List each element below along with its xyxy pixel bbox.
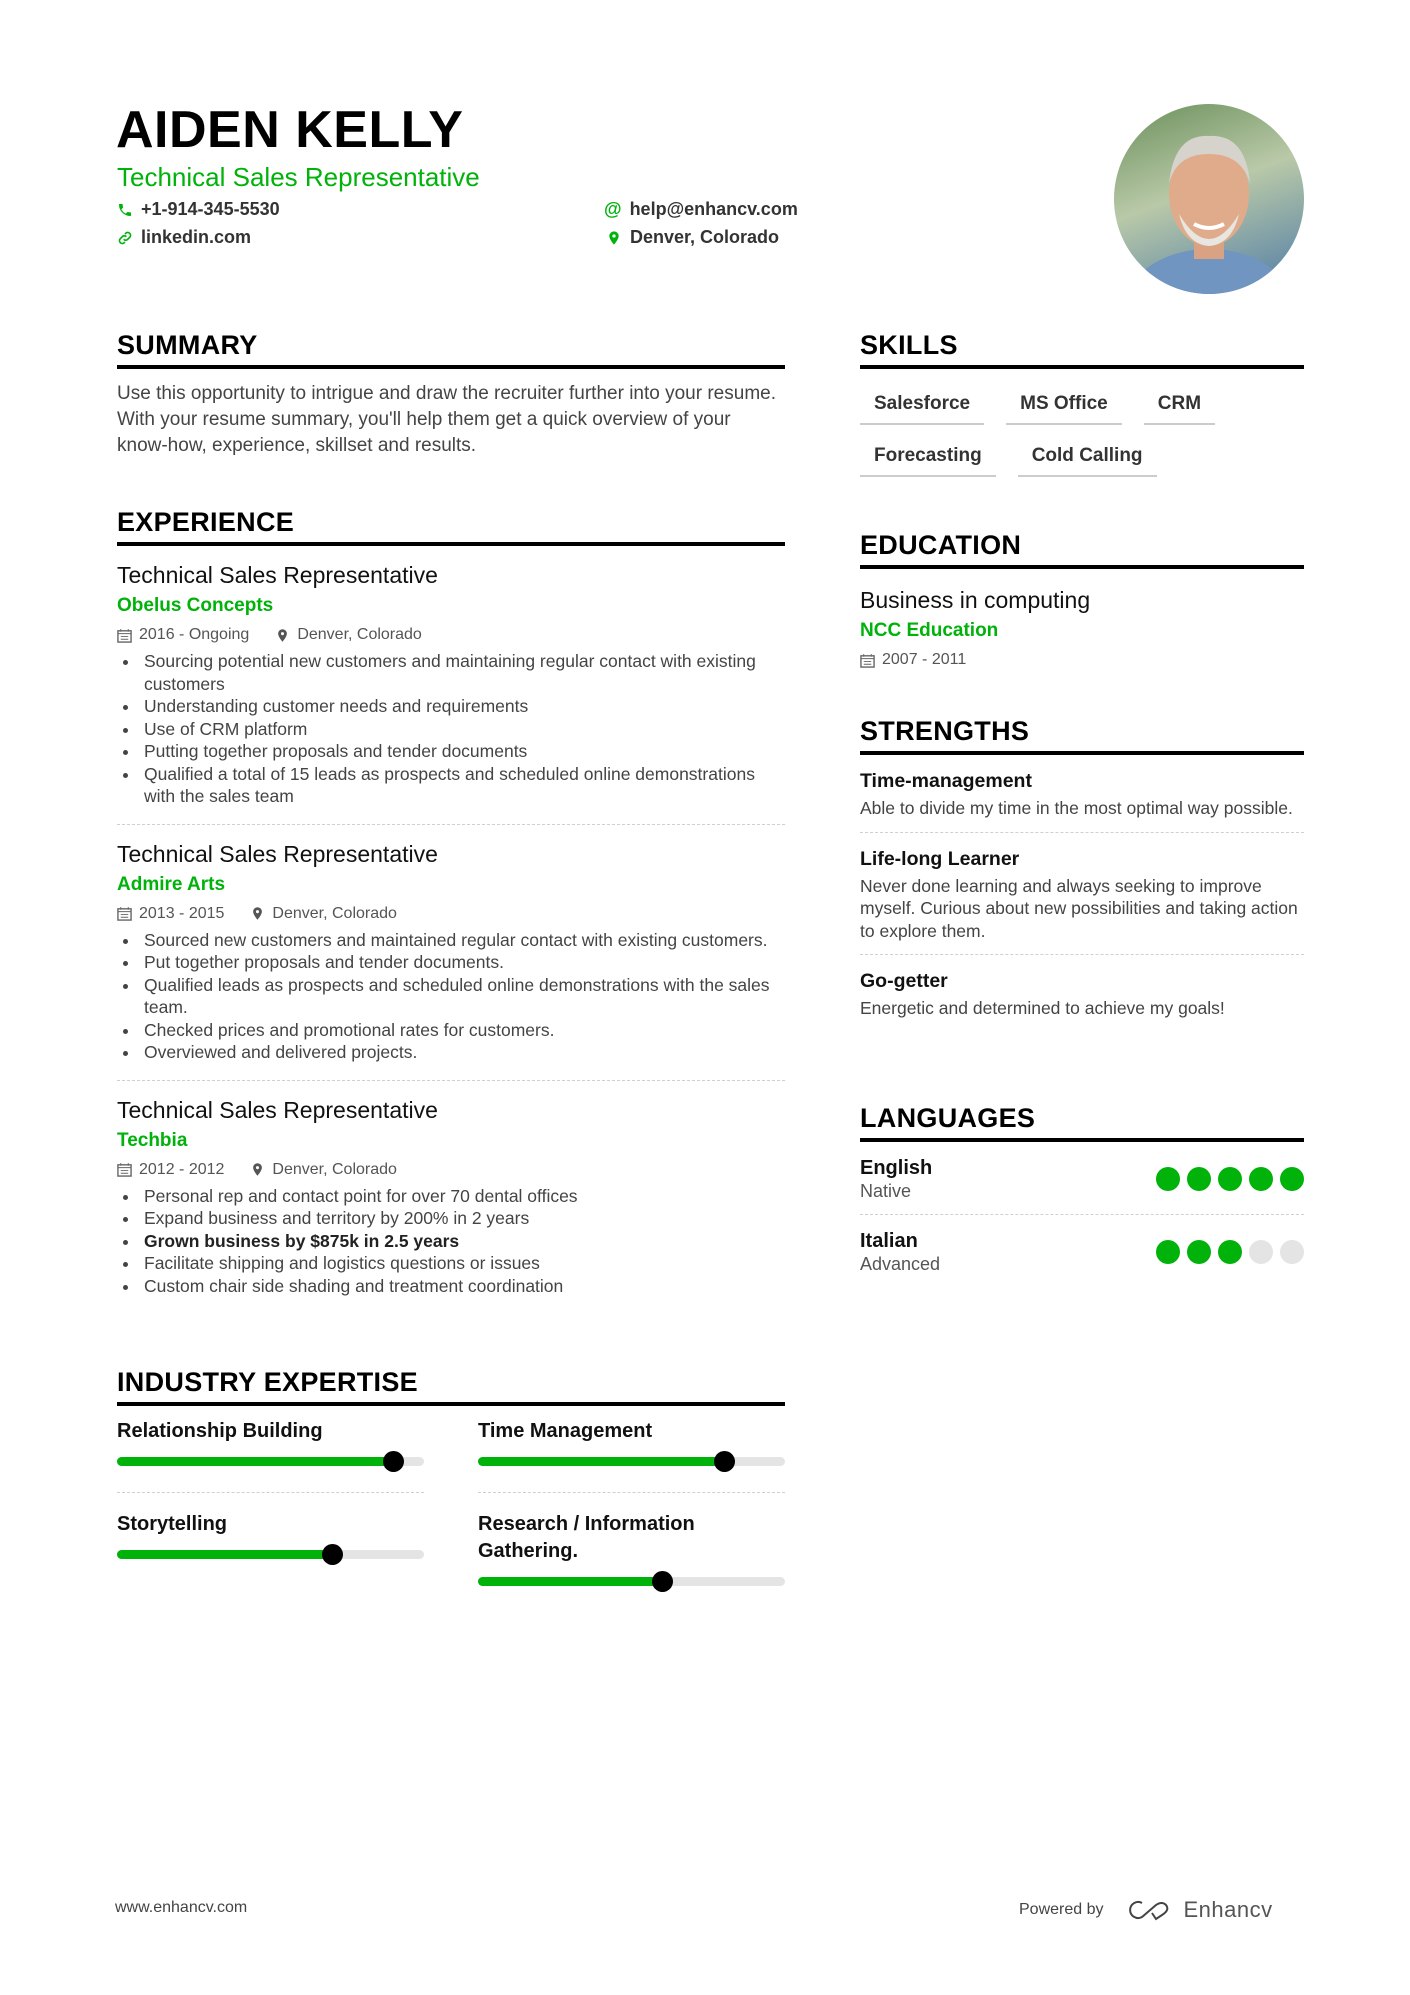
job-bullet: Checked prices and promotional rates for customers.	[117, 1019, 785, 1042]
strength-item	[860, 955, 1304, 1032]
enhancv-logo-icon	[1126, 1899, 1172, 1921]
language-name: Italian	[860, 1230, 918, 1252]
job-bullets	[117, 1185, 785, 1298]
location-pin-icon	[250, 1162, 265, 1177]
expertise-bar	[117, 1550, 424, 1559]
location-pin-icon	[275, 628, 290, 643]
strength-title: Life-long Learner	[860, 847, 1020, 870]
job-bullet: Personal rep and contact point for over 70 dental offices	[117, 1185, 785, 1208]
job-entry	[117, 825, 785, 1081]
job-bullets	[117, 929, 785, 1064]
calendar-icon	[117, 906, 132, 921]
language-name: English	[860, 1157, 933, 1179]
job-bullet: Sourcing potential new customers and maintaining regular contact with existing customers	[117, 650, 785, 695]
rating-dot	[1280, 1240, 1304, 1264]
language-level: Advanced	[860, 1254, 941, 1274]
job-company: Techbia	[117, 1129, 188, 1151]
skill-tag: Salesforce	[860, 387, 984, 425]
calendar-icon	[117, 1162, 132, 1177]
strength-title: Time-management	[860, 770, 1032, 792]
job-bullet: Expand business and territory by 200% in 2 years	[117, 1207, 785, 1230]
job-title: Technical Sales Representative	[117, 562, 438, 588]
rating-dot	[1249, 1240, 1273, 1264]
expertise-item	[478, 1418, 785, 1493]
email-contact	[604, 199, 798, 220]
summary-section	[117, 330, 785, 459]
language-level: Native	[860, 1181, 912, 1201]
rating-dot	[1156, 1240, 1180, 1264]
rating-dot	[1218, 1167, 1242, 1191]
link-icon	[117, 230, 133, 246]
rating-dot	[1218, 1240, 1242, 1264]
experience-section	[117, 507, 785, 1313]
job-bullet: Putting together proposals and tender documents	[117, 740, 785, 763]
language-rating	[1156, 1167, 1304, 1191]
language-rating	[1156, 1240, 1304, 1264]
expertise-label: Time Management	[478, 1420, 653, 1442]
rating-dot	[1280, 1167, 1304, 1191]
languages-heading: LANGUAGES	[860, 1103, 1304, 1142]
job-entry	[117, 546, 785, 825]
location-pin-icon	[250, 906, 265, 921]
calendar-icon	[860, 653, 875, 668]
job-location: Denver, Colorado	[272, 904, 397, 922]
expertise-bar	[478, 1457, 785, 1466]
email-text[interactable]: help@enhancv.com	[629, 199, 798, 219]
rating-dot	[1249, 1167, 1273, 1191]
languages-section	[860, 1103, 1304, 1287]
job-dates: 2013 - 2015	[139, 904, 225, 922]
strength-desc: Energetic and determined to achieve my goals!	[860, 998, 1225, 1018]
job-location: Denver, Colorado	[297, 626, 422, 643]
rating-dot	[1156, 1167, 1180, 1191]
link-contact	[117, 227, 251, 248]
strength-item	[860, 833, 1304, 956]
expertise-fill	[478, 1457, 724, 1466]
job-location: Denver, Colorado	[272, 1160, 397, 1178]
skills-section	[860, 330, 1304, 477]
skill-tag: CRM	[1144, 387, 1215, 425]
job-dates: 2016 - Ongoing	[139, 626, 250, 643]
candidate-name: AIDEN KELLY	[116, 101, 464, 159]
strengths-section	[860, 716, 1304, 1032]
skills-heading: SKILLS	[860, 330, 1304, 369]
job-meta	[117, 622, 785, 648]
expertise-label: Relationship Building	[117, 1420, 323, 1442]
expertise-knob	[383, 1451, 404, 1472]
expertise-item	[117, 1511, 424, 1612]
expertise-bar	[117, 1457, 424, 1466]
expertise-fill	[478, 1577, 662, 1586]
expertise-label: Research / Information Gathering.	[478, 1513, 695, 1562]
profile-photo	[1114, 104, 1304, 294]
candidate-title: Technical Sales Representative	[117, 162, 480, 192]
job-bullet: Qualified a total of 15 leads as prospects and scheduled online demonstrations with the sales team	[117, 763, 785, 808]
enhancv-brand: Enhancv	[1183, 1897, 1273, 1922]
at-icon: @	[604, 199, 622, 219]
location-contact	[606, 227, 779, 248]
calendar-icon	[117, 628, 132, 643]
job-meta	[117, 1157, 785, 1183]
industry-expertise-section	[117, 1367, 785, 1630]
expertise-fill	[117, 1550, 332, 1559]
education-section	[860, 530, 1304, 673]
job-bullet: Use of CRM platform	[117, 718, 785, 741]
education-heading: EDUCATION	[860, 530, 1304, 569]
expertise-fill	[117, 1457, 393, 1466]
job-bullet: Facilitate shipping and logistics questions or issues	[117, 1252, 785, 1275]
location-text: Denver, Colorado	[630, 227, 780, 247]
expertise-knob	[714, 1451, 735, 1472]
job-bullet: Understanding customer needs and requirements	[117, 695, 785, 718]
education-school: NCC Education	[860, 620, 999, 641]
summary-heading: SUMMARY	[117, 330, 785, 369]
strength-desc: Able to divide my time in the most optimal way possible.	[860, 798, 1293, 818]
job-bullet: Put together proposals and tender documents.	[117, 951, 785, 974]
language-item	[860, 1215, 1304, 1287]
skill-tag: Forecasting	[860, 439, 996, 477]
job-bullet: Custom chair side shading and treatment coordination	[117, 1275, 785, 1298]
strengths-heading: STRENGTHS	[860, 716, 1304, 755]
footer-powered	[1019, 1897, 1273, 1923]
education-degree: Business in computing	[860, 587, 1091, 613]
location-pin-icon	[606, 230, 622, 246]
expertise-item	[478, 1511, 785, 1612]
job-title: Technical Sales Representative	[117, 1096, 438, 1123]
phone-text[interactable]: +1-914-345-5530	[141, 199, 280, 219]
skill-tag: MS Office	[1006, 387, 1122, 425]
job-company: Admire Arts	[117, 873, 226, 895]
job-bullet: Qualified leads as prospects and scheduled online demonstrations with the sales team.	[117, 974, 785, 1019]
expertise-bar	[478, 1577, 785, 1586]
job-bullet: Overviewed and delivered projects.	[117, 1041, 785, 1064]
job-bullet: Sourced new customers and maintained regular contact with existing customers.	[117, 929, 785, 952]
job-bullets	[117, 650, 785, 808]
rating-dot	[1187, 1240, 1211, 1264]
phone-contact	[117, 199, 280, 220]
phone-icon	[117, 202, 133, 218]
industry-heading: INDUSTRY EXPERTISE	[117, 1367, 785, 1406]
strength-desc: Never done learning and always seeking to improve myself. Curious about new possibilities and taking action to explore them.	[860, 875, 1298, 941]
job-company: Obelus Concepts	[117, 595, 274, 616]
rating-dot	[1187, 1167, 1211, 1191]
link-text[interactable]: linkedin.com	[141, 227, 252, 247]
footer-website[interactable]: www.enhancv.com	[115, 1899, 248, 1916]
strength-item	[860, 755, 1304, 833]
job-dates: 2012 - 2012	[139, 1160, 225, 1178]
strength-title: Go-getter	[860, 970, 948, 992]
job-title: Technical Sales Representative	[117, 840, 438, 867]
education-meta	[860, 647, 1304, 673]
summary-text: Use this opportunity to intrigue and draw the recruiter further into your resume. With your resume summary, you'll help them get a quick overview of your know-how, experience, skillset and results.	[117, 383, 776, 456]
job-bullet: Grown business by $875k in 2.5 years	[117, 1230, 785, 1253]
expertise-item	[117, 1418, 424, 1493]
job-entry	[117, 1081, 785, 1314]
expertise-knob	[322, 1544, 343, 1565]
language-item	[860, 1142, 1304, 1215]
experience-heading: EXPERIENCE	[117, 507, 785, 546]
expertise-knob	[652, 1571, 673, 1592]
powered-by-text: Powered by	[1019, 1901, 1104, 1918]
job-meta	[117, 901, 785, 927]
education-dates: 2007 - 2011	[882, 651, 967, 668]
expertise-label: Storytelling	[117, 1513, 228, 1535]
skill-tag: Cold Calling	[1018, 439, 1157, 477]
